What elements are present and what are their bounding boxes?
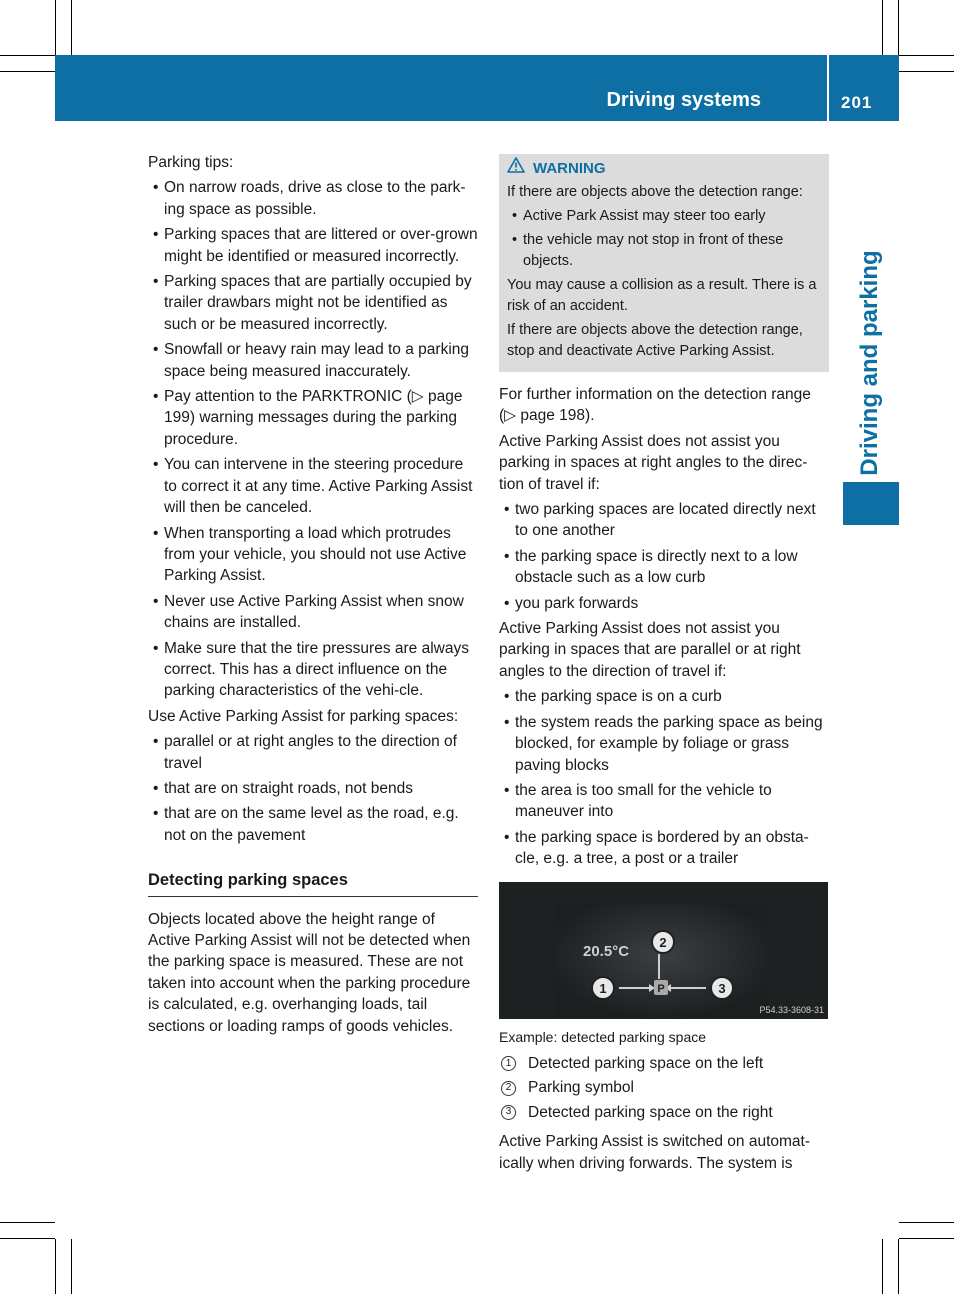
parking-symbol-letter: P (657, 982, 665, 995)
crop-mark (71, 1239, 72, 1294)
list-item: • the parking space is directly next to a low obstacle such as a low curb (499, 546, 829, 589)
parallel-intro: Active Parking Assist does not assist you parking in spaces that are parallel or at right angles to the direction of travel if: (499, 620, 801, 680)
figure-code: P54.33-3608-31 (759, 1004, 824, 1015)
crop-mark (882, 1239, 883, 1294)
list-item: • you park forwards (499, 593, 829, 614)
tips-list (148, 177, 478, 701)
marker-3-label: 3 (718, 980, 726, 996)
list-item: • Never use Active Parking Assist when snow chains are installed. (148, 591, 478, 634)
chapter-tab (843, 482, 899, 525)
detecting-text: Objects located above the height range of Active Parking Assist will not be detected when the parking space is measured. These are not taken into account when the parking procedure is calculated, e.g. overhanging loads, tail sections or loading ramps of goods vehicles. (148, 910, 471, 1035)
cluster-display-image (499, 882, 828, 1019)
page-number: 201 (841, 93, 873, 112)
parallel-list (499, 686, 829, 869)
chapter-label: Driving and parking (856, 250, 883, 476)
legend-number: 1 (501, 1056, 516, 1071)
section-title: Driving systems (606, 89, 761, 111)
list-item: • You can intervene in the steering procedure to correct it at any time. Active Parking Assist will then be canceled. (148, 454, 478, 518)
legend-number: 3 (501, 1105, 516, 1120)
crop-mark (55, 0, 56, 55)
legend-text: Detected parking space on the right (528, 1103, 773, 1121)
warning-title: WARNING (533, 159, 606, 177)
warning-consequence: You may cause a collision as a result. There is a risk of an accident. (507, 277, 817, 314)
right-angle-list (499, 499, 829, 614)
marker-1-label: 1 (599, 980, 607, 996)
right-column (499, 154, 829, 1178)
detecting-heading: Detecting parking spaces (148, 870, 478, 896)
crop-mark (899, 1238, 954, 1239)
crop-mark (0, 1222, 55, 1223)
legend-number: 2 (501, 1081, 516, 1096)
page-header (55, 55, 899, 121)
crop-mark (898, 0, 899, 55)
tips-intro: Parking tips: (148, 154, 234, 171)
closing-text: Active Parking Assist is switched on automat-ically when driving forwards. The system is (499, 1133, 810, 1172)
legend-text: Detected parking space on the left (528, 1054, 764, 1072)
crop-mark (899, 71, 954, 72)
list-item: • the parking space is bordered by an obsta-cle, e.g. a tree, a post or a trailer (499, 827, 829, 870)
legend-item (499, 1102, 829, 1123)
use-intro: Use Active Parking Assist for parking spaces: (148, 707, 459, 725)
list-item: • Pay attention to the PARKTRONIC (▷ page 199) warning messages during the parking procedure. (148, 386, 478, 450)
crop-mark (0, 1238, 55, 1239)
list-item: • two parking spaces are located directly next to one another (499, 499, 829, 542)
crop-mark (899, 55, 954, 56)
legend-text: Parking symbol (528, 1079, 634, 1097)
warning-header (507, 157, 821, 179)
legend-item (499, 1053, 829, 1074)
crop-mark (899, 1222, 954, 1223)
use-list (148, 731, 478, 846)
warning-box (499, 154, 829, 372)
display-figure (499, 882, 828, 1019)
crop-mark (71, 0, 72, 55)
header-divider (827, 55, 829, 121)
legend-item (499, 1077, 829, 1098)
list-item: • that are on straight roads, not bends (148, 778, 478, 799)
list-item: • When transporting a load which protrudes from your vehicle, you should not use Active Parking Assist. (148, 523, 478, 587)
list-item: • parallel or at right angles to the direction of travel (148, 731, 478, 774)
list-item: • the vehicle may not stop in front of these objects. (507, 230, 821, 272)
list-item: • Parking spaces that are littered or over-grown might be identified or measured incorrectly. (148, 224, 478, 267)
warning-triangle-icon (507, 157, 525, 179)
crop-mark (0, 55, 55, 56)
crop-mark (55, 1239, 56, 1294)
crop-mark (898, 1239, 899, 1294)
temperature-readout: 20.5°C (583, 942, 630, 960)
list-item: • Parking spaces that are partially occupied by trailer drawbars might not be identified as such or be measured incorrectly. (148, 271, 478, 335)
warning-action: If there are objects above the detection range, stop and deactivate Active Parking Assist. (507, 322, 803, 359)
list-item: • the parking space is on a curb (499, 686, 829, 707)
list-item: • the area is too small for the vehicle to maneuver into (499, 780, 829, 823)
right-angle-intro: Active Parking Assist does not assist you parking in spaces at right angles to the direc-tion of travel if: (499, 432, 808, 493)
warning-intro: If there are objects above the detection range: (507, 184, 803, 200)
list-item: • On narrow roads, drive as close to the park-ing space as possible. (148, 177, 478, 220)
crop-mark (0, 71, 55, 72)
list-item: • Snowfall or heavy rain may lead to a parking space being measured inaccurately. (148, 339, 478, 382)
figure-caption: Example: detected parking space (499, 1028, 707, 1045)
marker-2-label: 2 (659, 934, 667, 950)
list-item: • Active Park Assist may steer too early (507, 206, 821, 227)
warning-list (507, 206, 821, 272)
left-column (148, 152, 478, 1041)
list-item: • Make sure that the tire pressures are always correct. This has a direct influence on the parking characteristics of the vehi-cle. (148, 638, 478, 702)
crop-mark (882, 0, 883, 55)
list-item: • that are on the same level as the road, e.g. not on the pavement (148, 803, 478, 846)
further-info: For further information on the detection range (▷ page 198). (499, 386, 811, 425)
list-item: • the system reads the parking space as being blocked, for example by foliage or grass paving blocks (499, 712, 829, 776)
